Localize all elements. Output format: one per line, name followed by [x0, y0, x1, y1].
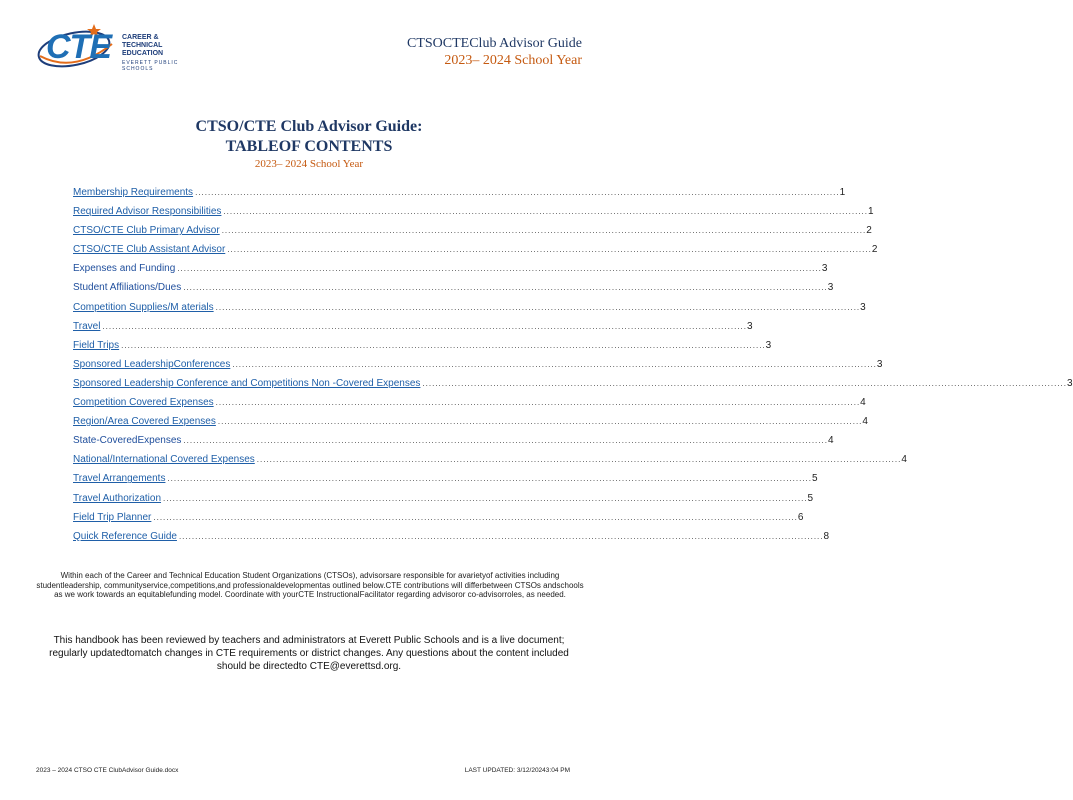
toc-entry-label[interactable]: Quick Reference Guide [73, 530, 177, 542]
toc-entry-page: 2 [871, 244, 878, 256]
toc-entry[interactable] [73, 282, 834, 301]
toc-entry-label[interactable]: Field Trip Planner [73, 511, 152, 523]
table-of-contents [73, 187, 1073, 550]
toc-entry-label[interactable]: Sponsored LeadershipConferences [73, 358, 231, 370]
toc-leader-dots: ........................................................................................................................................................................................................ [232, 359, 877, 369]
toc-entry-page: 1 [867, 206, 874, 218]
toc-entry[interactable] [73, 416, 868, 435]
toc-leader-dots: ........................................................................................................................................................................................................ [183, 436, 828, 446]
toc-entry-page: 3 [876, 358, 883, 370]
footer-filename: 2023 – 2024 CTSO CTE ClubAdvisor Guide.docx [36, 767, 179, 774]
intro-paragraph: Within each of the Career and Technical Education Student Organizations (CTSOs), advisorsare responsible for avarietyof activities including studentleadership, communityservice,competitions,and professionaldevelopmentas outlined below.CTE contributions will differbetween CTSOs andschools as we work towards an equitablefunding model. Coordinate with yourCTE InstructionalFacilitator regarding advisoror co-advisorroles, as needed. [36, 571, 584, 600]
header-title: CTSOCTEClub Advisor Guide [406, 36, 582, 51]
toc-leader-dots: ........................................................................................................................................................................................................ [102, 321, 747, 331]
toc-entry[interactable] [73, 492, 814, 512]
toc-entry-page: 6 [797, 511, 804, 523]
toc-entry[interactable] [73, 397, 866, 416]
toc-entry-page: 3 [827, 282, 834, 294]
toc-entry-page: 3 [860, 301, 866, 313]
toc-leader-dots: ........................................................................................................................................................................................................ [195, 188, 840, 197]
handbook-paragraph: This handbook has been reviewed by teachers and administrators at Everett Public Schools and is a live document; regularly updatedtomatch changes in CTE requirements or district changes. Any questions about the content included should be directedto CTE@everettsd.org. [49, 635, 569, 672]
toc-leader-dots: ........................................................................................................................................................................................................ [217, 417, 863, 427]
toc-leader-dots: ........................................................................................................................................................................................................ [121, 340, 766, 350]
logo-line: CAREER & [122, 34, 159, 41]
toc-entry-page: 4 [901, 454, 907, 466]
toc-leader-dots: ........................................................................................................................................................................................................ [177, 264, 822, 274]
toc-entry[interactable] [73, 454, 907, 473]
toc-entry[interactable] [73, 530, 830, 550]
toc-leader-dots: ........................................................................................................................................................................................................ [215, 302, 861, 312]
toc-entry-page: 2 [866, 225, 872, 237]
toc-entry-label[interactable]: Travel Arrangements [73, 473, 166, 485]
document-title: CTSO/CTE Club Advisor Guide: [195, 118, 423, 135]
toc-entry[interactable] [73, 358, 883, 378]
toc-leader-dots: ........................................................................................................................................................................................................ [256, 455, 902, 465]
toc-entry[interactable] [73, 187, 846, 206]
toc-entry-label[interactable]: Region/Area Covered Expenses [73, 416, 216, 428]
toc-entry-label[interactable]: Expenses and Funding [73, 263, 176, 275]
toc-leader-dots: ........................................................................................................................................................................................................ [223, 207, 868, 217]
toc-entry[interactable] [73, 206, 874, 225]
toc-entry-label[interactable]: State-CoveredExpenses [73, 435, 182, 447]
toc-entry[interactable] [73, 511, 804, 531]
toc-entry-label[interactable]: Sponsored Leadership Conference and Competitions Non -Covered Expenses [73, 377, 421, 389]
toc-year: 2023– 2024 School Year [254, 158, 364, 170]
toc-entry-page: 4 [827, 435, 834, 447]
toc-entry[interactable] [73, 377, 1073, 397]
toc-entry-label[interactable]: National/International Covered Expenses [73, 454, 255, 466]
header-year: 2023– 2024 School Year [444, 53, 582, 68]
toc-entry-page: 5 [807, 492, 814, 504]
toc-entry-page: 1 [839, 187, 846, 198]
toc-leader-dots: ........................................................................................................................................................................................................ [153, 512, 798, 522]
toc-entry-label[interactable]: Required Advisor Responsibilities [73, 206, 222, 218]
toc-entry-page: 8 [823, 530, 830, 542]
toc-entry-label[interactable]: Competition Covered Expenses [73, 397, 214, 409]
toc-leader-dots: ........................................................................................................................................................................................................ [221, 226, 867, 236]
toc-leader-dots: ........................................................................................................................................................................................................ [215, 398, 861, 408]
toc-entry-page: 3 [1066, 377, 1073, 389]
toc-entry-page: 3 [765, 339, 772, 351]
footer-last-updated: LAST UPDATED: 3/12/20243:04 PM [464, 767, 570, 774]
toc-entry[interactable] [73, 244, 878, 263]
toc-entry-label[interactable]: Field Trips [73, 339, 120, 351]
toc-entry[interactable] [73, 339, 772, 359]
toc-entry[interactable] [73, 263, 828, 282]
toc-entry-label[interactable]: Membership Requirements [73, 187, 194, 198]
toc-entry-label[interactable]: Travel [73, 320, 101, 332]
toc-entry[interactable] [73, 320, 753, 340]
toc-entry[interactable] [73, 225, 872, 244]
toc-entry-page: 3 [821, 263, 828, 275]
toc-entry-label[interactable]: Student Affiliations/Dues [73, 282, 182, 294]
toc-entry-label[interactable]: CTSO/CTE Club Primary Advisor [73, 225, 220, 237]
toc-entry-page: 5 [811, 473, 818, 485]
toc-entry-label[interactable]: Competition Supplies/M aterials [73, 301, 214, 313]
logo-line: TECHNICAL [122, 42, 163, 49]
logo-wordmark [122, 34, 163, 58]
toc-leader-dots: ........................................................................................................................................................................................................ [167, 474, 812, 484]
toc-leader-dots: ........................................................................................................................................................................................................ [178, 531, 824, 541]
cte-logo [34, 22, 184, 72]
toc-leader-dots: ........................................................................................................................................................................................................ [422, 378, 1067, 388]
toc-entry[interactable] [73, 301, 866, 321]
toc-leader-dots: ........................................................................................................................................................................................................ [183, 283, 828, 293]
toc-entry-page: 4 [860, 397, 866, 409]
logo-line: EDUCATION [122, 50, 164, 57]
logo-subtitle: EVERETT PUBLIC SCHOOLS [122, 60, 179, 72]
toc-entry[interactable] [73, 435, 834, 454]
toc-leader-dots: ........................................................................................................................................................................................................ [163, 493, 808, 503]
toc-entry-page: 3 [746, 320, 753, 332]
toc-leader-dots: ........................................................................................................................................................................................................ [227, 245, 872, 255]
toc-heading: TABLEOF CONTENTS [225, 138, 393, 155]
toc-entry[interactable] [73, 473, 818, 492]
toc-entry-page: 4 [862, 416, 868, 428]
toc-entry-label[interactable]: Travel Authorization [73, 492, 162, 504]
toc-entry-label[interactable]: CTSO/CTE Club Assistant Advisor [73, 244, 226, 256]
logo-mark: CTE [46, 28, 111, 66]
